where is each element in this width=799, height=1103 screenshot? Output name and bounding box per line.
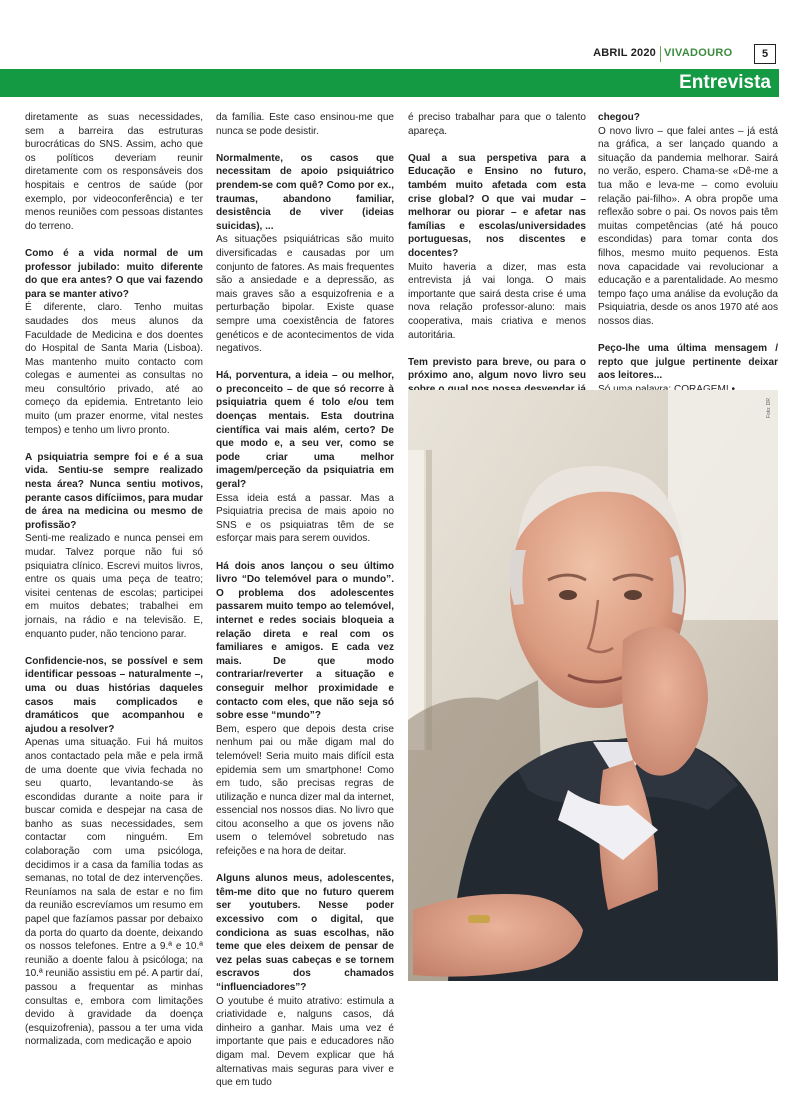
issue-date: ABRIL 2020 [593, 47, 656, 59]
interview-answer: O youtube é muito atrativo: estimula a criatividade e, nalguns casos, dá dinheiro a ganhar. Mais uma vez é importante que pais e educadores não digam mal. Devem explicar que há alternativas mais seguras para viver e que em tudo [216, 995, 394, 1089]
interviewee-photo [408, 390, 778, 981]
interview-answer: É diferente, claro. Tenho muitas saudades dos meus alunos da Faculdade de Medicina e dos doentes do Hospital de Santa Maria (Lisboa). Mas mantenho muito contacto com colegas e aumentei as consultas no meu consultório privado, até ao começo da epidemia. Entretanto leio muito (um prazer enorme, vital nestes tempos) e tenho um livro pronto. [25, 302, 203, 436]
section-title: Entrevista [679, 72, 771, 93]
portrait-illustration [408, 390, 778, 981]
article-column-4 [598, 111, 778, 410]
publication-name: VIVADOURO [664, 47, 733, 59]
interview-question: Há, porventura, a ideia – ou melhor, o preconceito – de que só recorre à psiquiatria quem é tolo e/ou tem doenças mentais. Esta doutrina científica vai mais além, certo? De que modo e, a seu ver, como se pode criar uma melhor imagem/perceção da psiquiatria em geral? [216, 370, 394, 491]
interview-answer: Senti-me realizado e nunca pensei em mudar. Talvez porque não fui só psiquiatra clínico. Escrevi muitos livros, entre os quais uma peça de teatro; visitei centenas de escolas; participei em muitos debates; trabalhei em jornais, na rádio e na televisão. E, enquanto puder, não tenciono parar. [25, 533, 203, 640]
interview-answer: O novo livro – que falei antes – já está na gráfica, a ser lançado quando a situação da pandemia melhorar. Sairá no verão, espero. Chama-se «Dê-me a tua mão e leva-me – como evoluiu relação pai-filho». A obra propõe uma reflexão sobre o pai. Os novos pais têm muitas competências (até há pouco escondidas) para tomar conta dos filhos, mesmo muito pequenos. Esta nova capacidade vai revolucionar a educação e a parentalidade. Ao mesmo tempo faço uma análise da evolução da Psiquiatria, desde os anos 1970 até aos nossos dias. [598, 125, 778, 327]
interview-question: Há dois anos lançou o seu último livro “Do telemóvel para o mundo”. O problema dos adolescentes passarem muito tempo ao telemóvel, internet e redes sociais bloqueia a relação direta e real com os familiares e amigos. E cada vez mais. De que modo contrariar/reverter a situação e conseguir melhor proximidade e contacto com eles, que não seja só sobre esse “mundo”? [216, 560, 394, 722]
article-column-3 [408, 111, 586, 410]
paragraph: da família. Este caso ensinou-me que nunca se pode desistir. [216, 112, 394, 137]
interview-question: chegou? [598, 112, 640, 123]
photo-credit: Foto: DR [766, 398, 772, 419]
interview-answer: Bem, espero que depois desta crise nenhum pai ou mãe digam mal do telemóvel! Seria muito mais difícil esta epidemia sem um smartphone! Como em tudo, são precisas regras de utilização e nunca dizer mal da internet, essencial nos nossos dias. No livro que citou aconselho a que os jovens não usem o telemóvel sobretudo nas refeições e na hora de deitar. [216, 723, 394, 858]
interview-answer: Muito haveria a dizer, mas esta entrevista já vai longa. O mais importante que sairá desta crise é uma nova relação professor-aluno: mais cooperativa, mais criativa e menos autoritária. [408, 261, 586, 341]
paragraph: é preciso trabalhar para que o talento apareça. [408, 112, 586, 137]
article-column-2 [216, 111, 394, 1103]
interview-question: A psiquiatria sempre foi e é a sua vida. Sentiu-se sempre realizado nesta área? Nunca sentiu motivos, perante casos difíciimos, para mudar de área na medicina ou mesmo de profissão? [25, 451, 203, 531]
page-header [0, 44, 799, 64]
interview-question: Confidencie-nos, se possível e sem identificar pessoas – naturalmente –, uma ou duas histórias daqueles casos mais complicados e dramáticos que acompanhou e ajudou a resolver? [25, 655, 203, 735]
interview-answer: As situações psiquiátricas são muito diversificadas e causadas por um conjunto de fatores. As mais frequentes são a ansiedade e a depressão, as mais graves são a esquizofrenia e a perturbação bipolar. Existe quase sempre uma coexistência de fatores genéticos e de acontecimentos de vida negativos. [216, 234, 394, 355]
interview-question: Peço-lhe uma última mensagem / repto que julgue pertinente deixar aos leitores... [598, 343, 778, 382]
interview-question: Qual a sua perspetiva para a Educação e Ensino no futuro, também muito afetada com esta crise global? O que vai mudar – melhorar ou piorar – e afetar nas famílias e escolas/universidades portuguesas, nos discentes e docentes? [408, 152, 586, 259]
interview-answer: Apenas uma situação. Fui há muitos anos contactado pela mãe e pela irmã de uma doente que vivia fechada no seu quarto, levantando-se às escondidas durante a noite para ir buscar comida e despejar na casa de banho as suas necessidades, sem contactar com ninguém. Em colaboração com uma psicóloga, decidimos ir a casa da família todas as semanas, no total de dez intervenções. Reuníamos na sala de estar e no fim da reunião escrevíamos um resumo em papel que fazíamos passar por debaixo da porta do quarto da doente, deixando os nossos telefones. Entre a 9.ª e 10.ª reunião a doente falou à psicóloga; na 10.ª reunião assistiu em pé. A partir daí, passou a frequentar as minhas consultas e, embora com limitações devido à gravidade da doença (esquizofrenia), passou a ter uma vida normalizada, com medicação e apoio [25, 737, 203, 1048]
interview-question: Normalmente, os casos que necessitam de apoio psiquiátrico prendem-se com quê? Como por ex., traumas, abandono familiar, desistência de viver (ideias suicidas), ... [216, 152, 394, 232]
paragraph: diretamente as suas necessidades, sem a barreira das estruturas burocráticas do SNS. Assim, acho que os políticos deveriam reunir diretamente com os responsáveis dos hospitais e centros de saúde (por exemplo, por videoconferência) e ter menos reuniões com pessoas distantes do terreno. [25, 112, 203, 232]
interview-answer: Essa ideia está a passar. Mas a Psiquiatria precisa de mais apoio no SNS e os psiquiatras têm de se esforçar mais para serem ouvidos. [216, 492, 394, 545]
interview-question: Alguns alunos meus, adolescentes, têm-me dito que no futuro querem ser youtubers. Nesse poder excessivo com o digital, que condiciona as suas escolhas, não teme que eles deixem de pensar de vez pelas suas cabeças e se tornem escravos dos chamados “influenciadores”? [216, 873, 394, 993]
interview-question: Como é a vida normal de um professor jubilado: muito diferente do que era antes? O que vai fazendo para se manter ativo? [25, 247, 203, 300]
section-band [0, 69, 779, 97]
header-divider [660, 46, 661, 62]
page-number: 5 [754, 44, 776, 64]
article-column-1 [25, 111, 203, 1063]
interview-question: Tem previsto para breve, ou para o próximo ano, algum novo livro seu [408, 356, 586, 382]
